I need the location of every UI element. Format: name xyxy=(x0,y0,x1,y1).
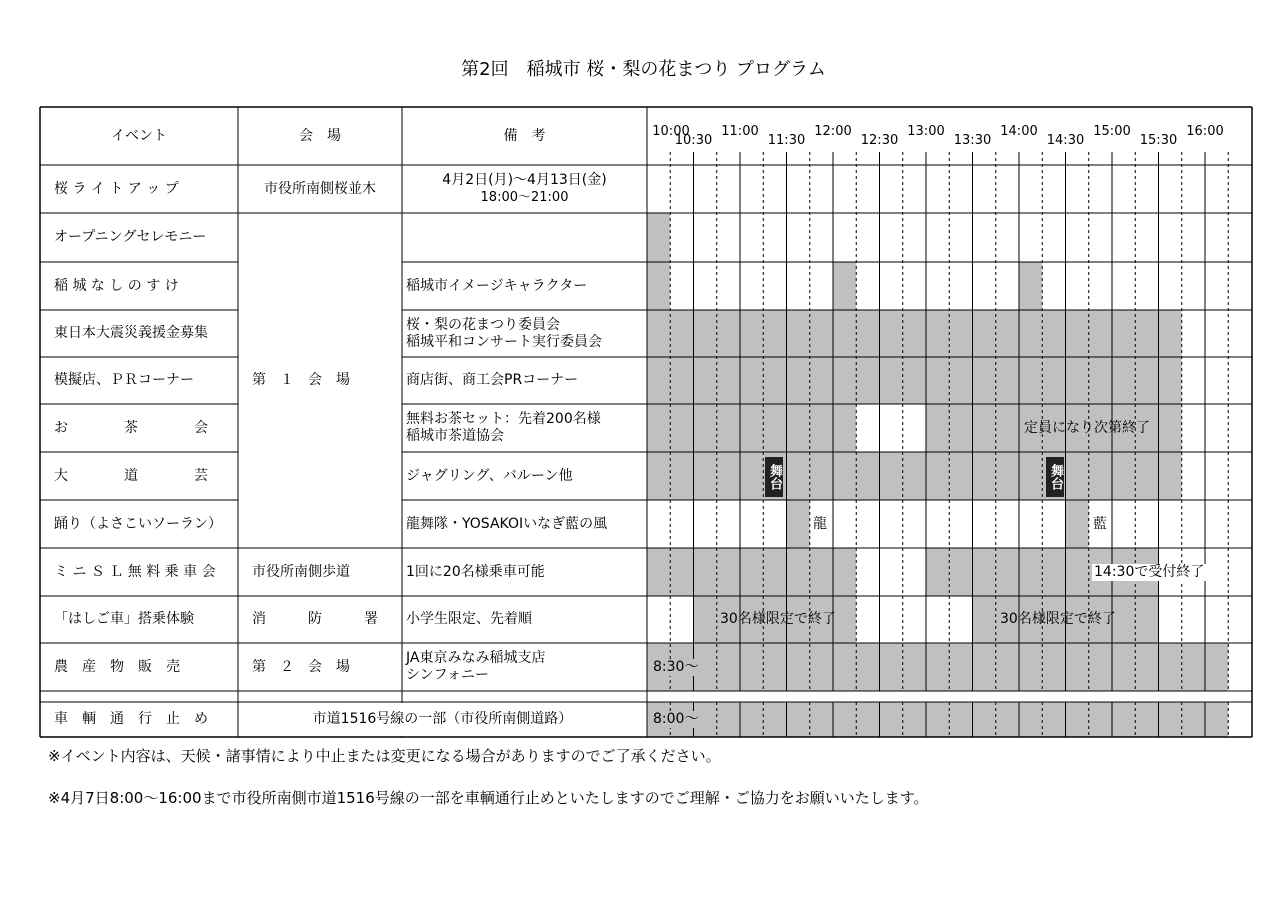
schedule-slot-shaded xyxy=(926,452,949,500)
farm-start: 8:30～ xyxy=(653,659,699,675)
schedule-slot-shaded xyxy=(996,643,1019,691)
schedule-slot-shaded xyxy=(949,548,972,596)
indigo-mark: 藍 xyxy=(1093,516,1107,532)
schedule-slot-shaded xyxy=(973,643,996,691)
schedule-slot-shaded xyxy=(996,357,1019,404)
remarks-line: 稲城平和コンサート実行委員会 xyxy=(406,333,602,350)
schedule-slot-shaded xyxy=(1182,702,1205,737)
schedule-slot-shaded xyxy=(903,310,926,357)
remarks-line: JA東京みなみ稲城支店 xyxy=(406,650,546,666)
schedule-slot-shaded xyxy=(949,452,972,500)
schedule-slot-shaded xyxy=(1042,310,1065,357)
schedule-slot-shaded xyxy=(1042,548,1065,596)
schedule-slot-shaded xyxy=(1159,643,1182,691)
schedule-slot-shaded xyxy=(787,310,810,357)
schedule-slot-shaded xyxy=(787,500,810,548)
schedule-slot-shaded xyxy=(647,548,670,596)
remarks xyxy=(402,548,647,596)
event-name: 大 道 芸 xyxy=(54,467,208,484)
schedule-slot-shaded xyxy=(903,643,926,691)
schedule-slot-shaded xyxy=(763,702,786,737)
schedule-slot-shaded xyxy=(973,357,996,404)
stage-marker-text: 舞台 xyxy=(767,464,782,490)
schedule-slot-shaded xyxy=(670,404,693,452)
time-label: 13:00 xyxy=(907,124,945,139)
schedule-slot-shaded xyxy=(1135,452,1158,500)
time-label: 11:30 xyxy=(767,133,806,148)
schedule-slot-shaded xyxy=(647,404,670,452)
schedule-slot-shaded xyxy=(1135,702,1158,737)
schedule-slot-shaded xyxy=(1089,702,1112,737)
schedule-slot-shaded xyxy=(1066,702,1089,737)
event-name: 車 輌 通 行 止 め xyxy=(54,711,208,727)
schedule-slot-shaded xyxy=(880,702,903,737)
schedule-slot-shaded xyxy=(973,702,996,737)
schedule-slot-shaded xyxy=(647,357,670,404)
schedule-slot-shaded xyxy=(833,548,856,596)
schedule-slot-shaded xyxy=(1066,452,1089,500)
stage-marker-text: 舞台 xyxy=(1048,464,1063,490)
remarks xyxy=(402,596,647,643)
schedule-slot-shaded xyxy=(717,357,740,404)
schedule-slot-shaded xyxy=(996,452,1019,500)
ladder-limit-2: 30名様限定で終了 xyxy=(1000,611,1116,627)
schedule-slot-shaded xyxy=(1159,702,1182,737)
schedule-slot-shaded xyxy=(740,643,763,691)
remarks-line: 商店街、商工会PRコーナー xyxy=(406,372,579,388)
schedule-slot-shaded xyxy=(647,213,670,262)
note-traffic: ※4月7日8:00～16:00まで市役所南側市道1516号線の一部を車輌通行止めといたしますのでご理解・ご協力をお願いいたします。 xyxy=(48,789,929,807)
schedule-slot-shaded xyxy=(1205,702,1228,737)
schedule-slot-shaded xyxy=(787,357,810,404)
schedule-slot-shaded xyxy=(856,643,879,691)
sl-end-note: 14:30で受付終了 xyxy=(1094,564,1205,580)
schedule-slot-shaded xyxy=(810,357,833,404)
schedule-slot-shaded xyxy=(694,596,717,643)
schedule-slot-shaded xyxy=(717,404,740,452)
schedule-slot-shaded xyxy=(670,310,693,357)
schedule-slot-shaded xyxy=(903,702,926,737)
schedule-slot-shaded xyxy=(763,404,786,452)
schedule-slot-shaded xyxy=(740,310,763,357)
schedule-slot-shaded xyxy=(880,310,903,357)
venue-merged: 第 １ 会 場 xyxy=(252,372,350,388)
time-label: 10:00 xyxy=(652,124,690,139)
event-name: お 茶 会 xyxy=(54,419,208,436)
schedule-slot-shaded xyxy=(694,452,717,500)
schedule-slot-shaded xyxy=(926,310,949,357)
time-label: 12:00 xyxy=(814,124,852,139)
schedule-slot-shaded xyxy=(763,643,786,691)
remarks-line: 無料お茶セット：先着200名様 xyxy=(406,411,601,427)
remarks-line: 稲城市茶道協会 xyxy=(406,428,504,444)
event-name: 稲 城 な し の す け xyxy=(54,277,179,294)
schedule-slot-shaded xyxy=(856,310,879,357)
schedule-slot-shaded xyxy=(880,452,903,500)
stage-marker xyxy=(1046,457,1064,497)
schedule-slot-shaded xyxy=(880,357,903,404)
page-title: 第2回 稲城市 桜・梨の花まつり プログラム xyxy=(461,59,826,80)
schedule-slot-shaded xyxy=(670,548,693,596)
schedule-slot-shaded xyxy=(740,548,763,596)
venue-name: 第 ２ 会 場 xyxy=(252,658,350,675)
schedule-slot-shaded xyxy=(810,310,833,357)
schedule-slot-shaded xyxy=(1205,643,1228,691)
schedule-slot-shaded xyxy=(949,310,972,357)
schedule-slot-shaded xyxy=(787,643,810,691)
schedule-slot-shaded xyxy=(1159,357,1182,404)
schedule-slot-shaded xyxy=(717,548,740,596)
schedule-slot-shaded xyxy=(1019,357,1042,404)
remarks-line: 稲城市イメージキャラクター xyxy=(406,277,588,294)
schedule-slot-shaded xyxy=(717,643,740,691)
schedule-slot-shaded xyxy=(1135,357,1158,404)
schedule-slot-shaded xyxy=(670,452,693,500)
schedule-slot-shaded xyxy=(833,596,856,643)
remarks xyxy=(402,165,647,213)
header-venue: 会 場 xyxy=(299,127,341,144)
venue-name: 市役所南側歩道 xyxy=(252,563,350,580)
remarks xyxy=(402,452,647,500)
schedule-slot-shaded xyxy=(1019,310,1042,357)
schedule-slot-shaded xyxy=(949,357,972,404)
schedule-slot-shaded xyxy=(1112,357,1135,404)
schedule-slot-shaded xyxy=(1112,702,1135,737)
schedule-slot-shaded xyxy=(856,357,879,404)
schedule-slot-shaded xyxy=(996,702,1019,737)
schedule-slot-shaded xyxy=(1089,643,1112,691)
time-label: 12:30 xyxy=(860,133,899,148)
remarks xyxy=(402,262,647,310)
schedule-slot-shaded xyxy=(787,404,810,452)
schedule-slot-shaded xyxy=(880,643,903,691)
time-label: 15:00 xyxy=(1093,124,1131,139)
schedule-slot-shaded xyxy=(1135,643,1158,691)
schedule-slot-shaded xyxy=(833,404,856,452)
schedule-slot-shaded xyxy=(926,404,949,452)
schedule-slot-shaded xyxy=(996,310,1019,357)
remarks xyxy=(402,500,647,548)
time-label: 10:30 xyxy=(674,133,713,148)
schedule-slot-shaded xyxy=(787,548,810,596)
traffic-start: 8:00～ xyxy=(653,711,699,727)
schedule-slot-shaded xyxy=(1135,310,1158,357)
remarks-line: 龍舞隊・YOSAKOIいなぎ藍の風 xyxy=(406,515,608,532)
schedule-slot-shaded xyxy=(1042,643,1065,691)
schedule-slot-shaded xyxy=(949,404,972,452)
remarks-line: 1回に20名様乗車可能 xyxy=(406,563,545,580)
schedule-slot-shaded xyxy=(833,702,856,737)
schedule-slot-shaded xyxy=(1182,643,1205,691)
event-name: 桜 ラ イ ト ア ッ プ xyxy=(54,180,179,197)
schedule-slot-shaded xyxy=(694,357,717,404)
schedule-slot-shaded xyxy=(1089,310,1112,357)
schedule-slot-shaded xyxy=(717,702,740,737)
schedule-slot-shaded xyxy=(787,452,810,500)
schedule-slot-shaded xyxy=(833,310,856,357)
schedule-slot-shaded xyxy=(1159,310,1182,357)
schedule-slot-shaded xyxy=(1112,310,1135,357)
time-label: 11:00 xyxy=(721,124,759,139)
remarks xyxy=(402,310,647,357)
schedule-slot-shaded xyxy=(1135,596,1158,643)
schedule-slot-shaded xyxy=(973,548,996,596)
remarks-line: 桜・梨の花まつり委員会 xyxy=(406,316,560,333)
schedule-slot-shaded xyxy=(1066,548,1089,596)
schedule-slot-shaded xyxy=(833,452,856,500)
schedule-slot-shaded xyxy=(949,643,972,691)
remarks-line: 小学生限定、先着順 xyxy=(406,611,532,627)
schedule-slot-shaded xyxy=(1042,357,1065,404)
schedule-slot-shaded xyxy=(996,404,1019,452)
schedule-slot-shaded xyxy=(996,548,1019,596)
schedule-slot-shaded xyxy=(810,404,833,452)
schedule-slot-shaded xyxy=(856,452,879,500)
event-name: オープニングセレモニー xyxy=(54,229,207,245)
time-label: 15:30 xyxy=(1139,133,1178,148)
venue-name: 市役所南側桜並木 xyxy=(264,180,376,197)
schedule-slot-shaded xyxy=(1089,452,1112,500)
schedule-slot-shaded xyxy=(1042,702,1065,737)
schedule-slot-shaded xyxy=(647,452,670,500)
remarks-line: 18:00～21:00 xyxy=(480,190,569,205)
event-name: 「はしご車」搭乗体験 xyxy=(54,611,194,627)
schedule-slot-shaded xyxy=(1112,643,1135,691)
time-label: 14:00 xyxy=(1000,124,1038,139)
schedule-slot-shaded xyxy=(926,643,949,691)
schedule-slot-shaded xyxy=(763,548,786,596)
schedule-slot-shaded xyxy=(1089,357,1112,404)
time-label: 14:30 xyxy=(1046,133,1085,148)
schedule-slot-shaded xyxy=(903,357,926,404)
schedule-slot-shaded xyxy=(833,643,856,691)
schedule-slot-shaded xyxy=(694,548,717,596)
schedule-slot-shaded xyxy=(903,452,926,500)
schedule-slot-shaded xyxy=(810,643,833,691)
schedule-slot-shaded xyxy=(740,357,763,404)
event-name: 農 産 物 販 売 xyxy=(54,658,180,675)
schedule-slot-shaded xyxy=(1019,452,1042,500)
schedule-slot-shaded xyxy=(856,702,879,737)
schedule-slot-shaded xyxy=(810,452,833,500)
remarks-line: ジャグリング、バルーン他 xyxy=(406,467,573,484)
schedule-slot-shaded xyxy=(740,702,763,737)
stage-marker xyxy=(765,457,783,497)
ladder-limit-1: 30名様限定で終了 xyxy=(720,611,836,627)
remarks-line: シンフォニー xyxy=(406,667,489,683)
remarks xyxy=(402,643,647,691)
schedule-slot-shaded xyxy=(973,404,996,452)
schedule-slot-shaded xyxy=(1019,643,1042,691)
schedule-slot-shaded xyxy=(833,357,856,404)
event-name: 東日本大震災義援金募集 xyxy=(54,325,208,341)
schedule-slot-shaded xyxy=(694,404,717,452)
schedule-slot-shaded xyxy=(787,702,810,737)
schedule-slot-shaded xyxy=(810,548,833,596)
schedule-slot-shaded xyxy=(647,262,670,310)
event-name: ミ ニ Ｓ Ｌ 無 料 乗 車 会 xyxy=(54,563,216,580)
event-name: 踊り（よさこいソーラン） xyxy=(54,515,222,532)
remarks-line: 4月2日(月)～4月13日(金) xyxy=(442,172,607,188)
schedule-slot-shaded xyxy=(810,702,833,737)
schedule-slot-shaded xyxy=(973,452,996,500)
schedule-slot-shaded xyxy=(717,452,740,500)
schedule-slot-shaded xyxy=(1159,452,1182,500)
schedule-slot-shaded xyxy=(717,310,740,357)
schedule-slot-shaded xyxy=(949,702,972,737)
header-remarks: 備 考 xyxy=(503,127,546,144)
schedule-slot-shaded xyxy=(740,452,763,500)
schedule-slot-shaded xyxy=(1112,452,1135,500)
schedule-slot-shaded xyxy=(926,357,949,404)
schedule-slot-shaded xyxy=(1066,310,1089,357)
schedule-slot-shaded xyxy=(694,310,717,357)
schedule-slot-shaded xyxy=(1019,702,1042,737)
dragon-mark: 龍 xyxy=(813,516,827,532)
time-label: 13:30 xyxy=(953,133,992,148)
schedule-slot-shaded xyxy=(926,548,949,596)
schedule-slot-shaded xyxy=(1066,500,1089,548)
venue-name: 市道1516号線の一部（市役所南側道路） xyxy=(312,711,573,727)
schedule-slot-shaded xyxy=(833,262,856,310)
header-event: イベント xyxy=(111,127,167,144)
tea-full-note: 定員になり次第終了 xyxy=(1024,420,1150,436)
schedule-slot-shaded xyxy=(740,404,763,452)
schedule-slot-shaded xyxy=(763,310,786,357)
schedule-slot-shaded xyxy=(1066,643,1089,691)
schedule-slot-shaded xyxy=(670,357,693,404)
schedule-slot-shaded xyxy=(973,310,996,357)
schedule-slot-shaded xyxy=(1159,404,1182,452)
remarks xyxy=(402,357,647,404)
schedule-slot-shaded xyxy=(1019,548,1042,596)
schedule-slot-shaded xyxy=(1066,357,1089,404)
note-weather: ※イベント内容は、天候・諸事情により中止または変更になる場合がありますのでご了承ください。 xyxy=(48,747,721,765)
remarks xyxy=(402,404,647,452)
venue-name: 消 防 署 xyxy=(252,611,378,627)
schedule-slot-shaded xyxy=(763,357,786,404)
schedule-slot-shaded xyxy=(647,310,670,357)
schedule-slot-shaded xyxy=(1019,262,1042,310)
schedule-slot-shaded xyxy=(926,702,949,737)
time-label: 16:00 xyxy=(1186,124,1224,139)
schedule-slot-shaded xyxy=(973,596,996,643)
event-name: 模擬店、ＰＲコーナー xyxy=(54,372,194,388)
